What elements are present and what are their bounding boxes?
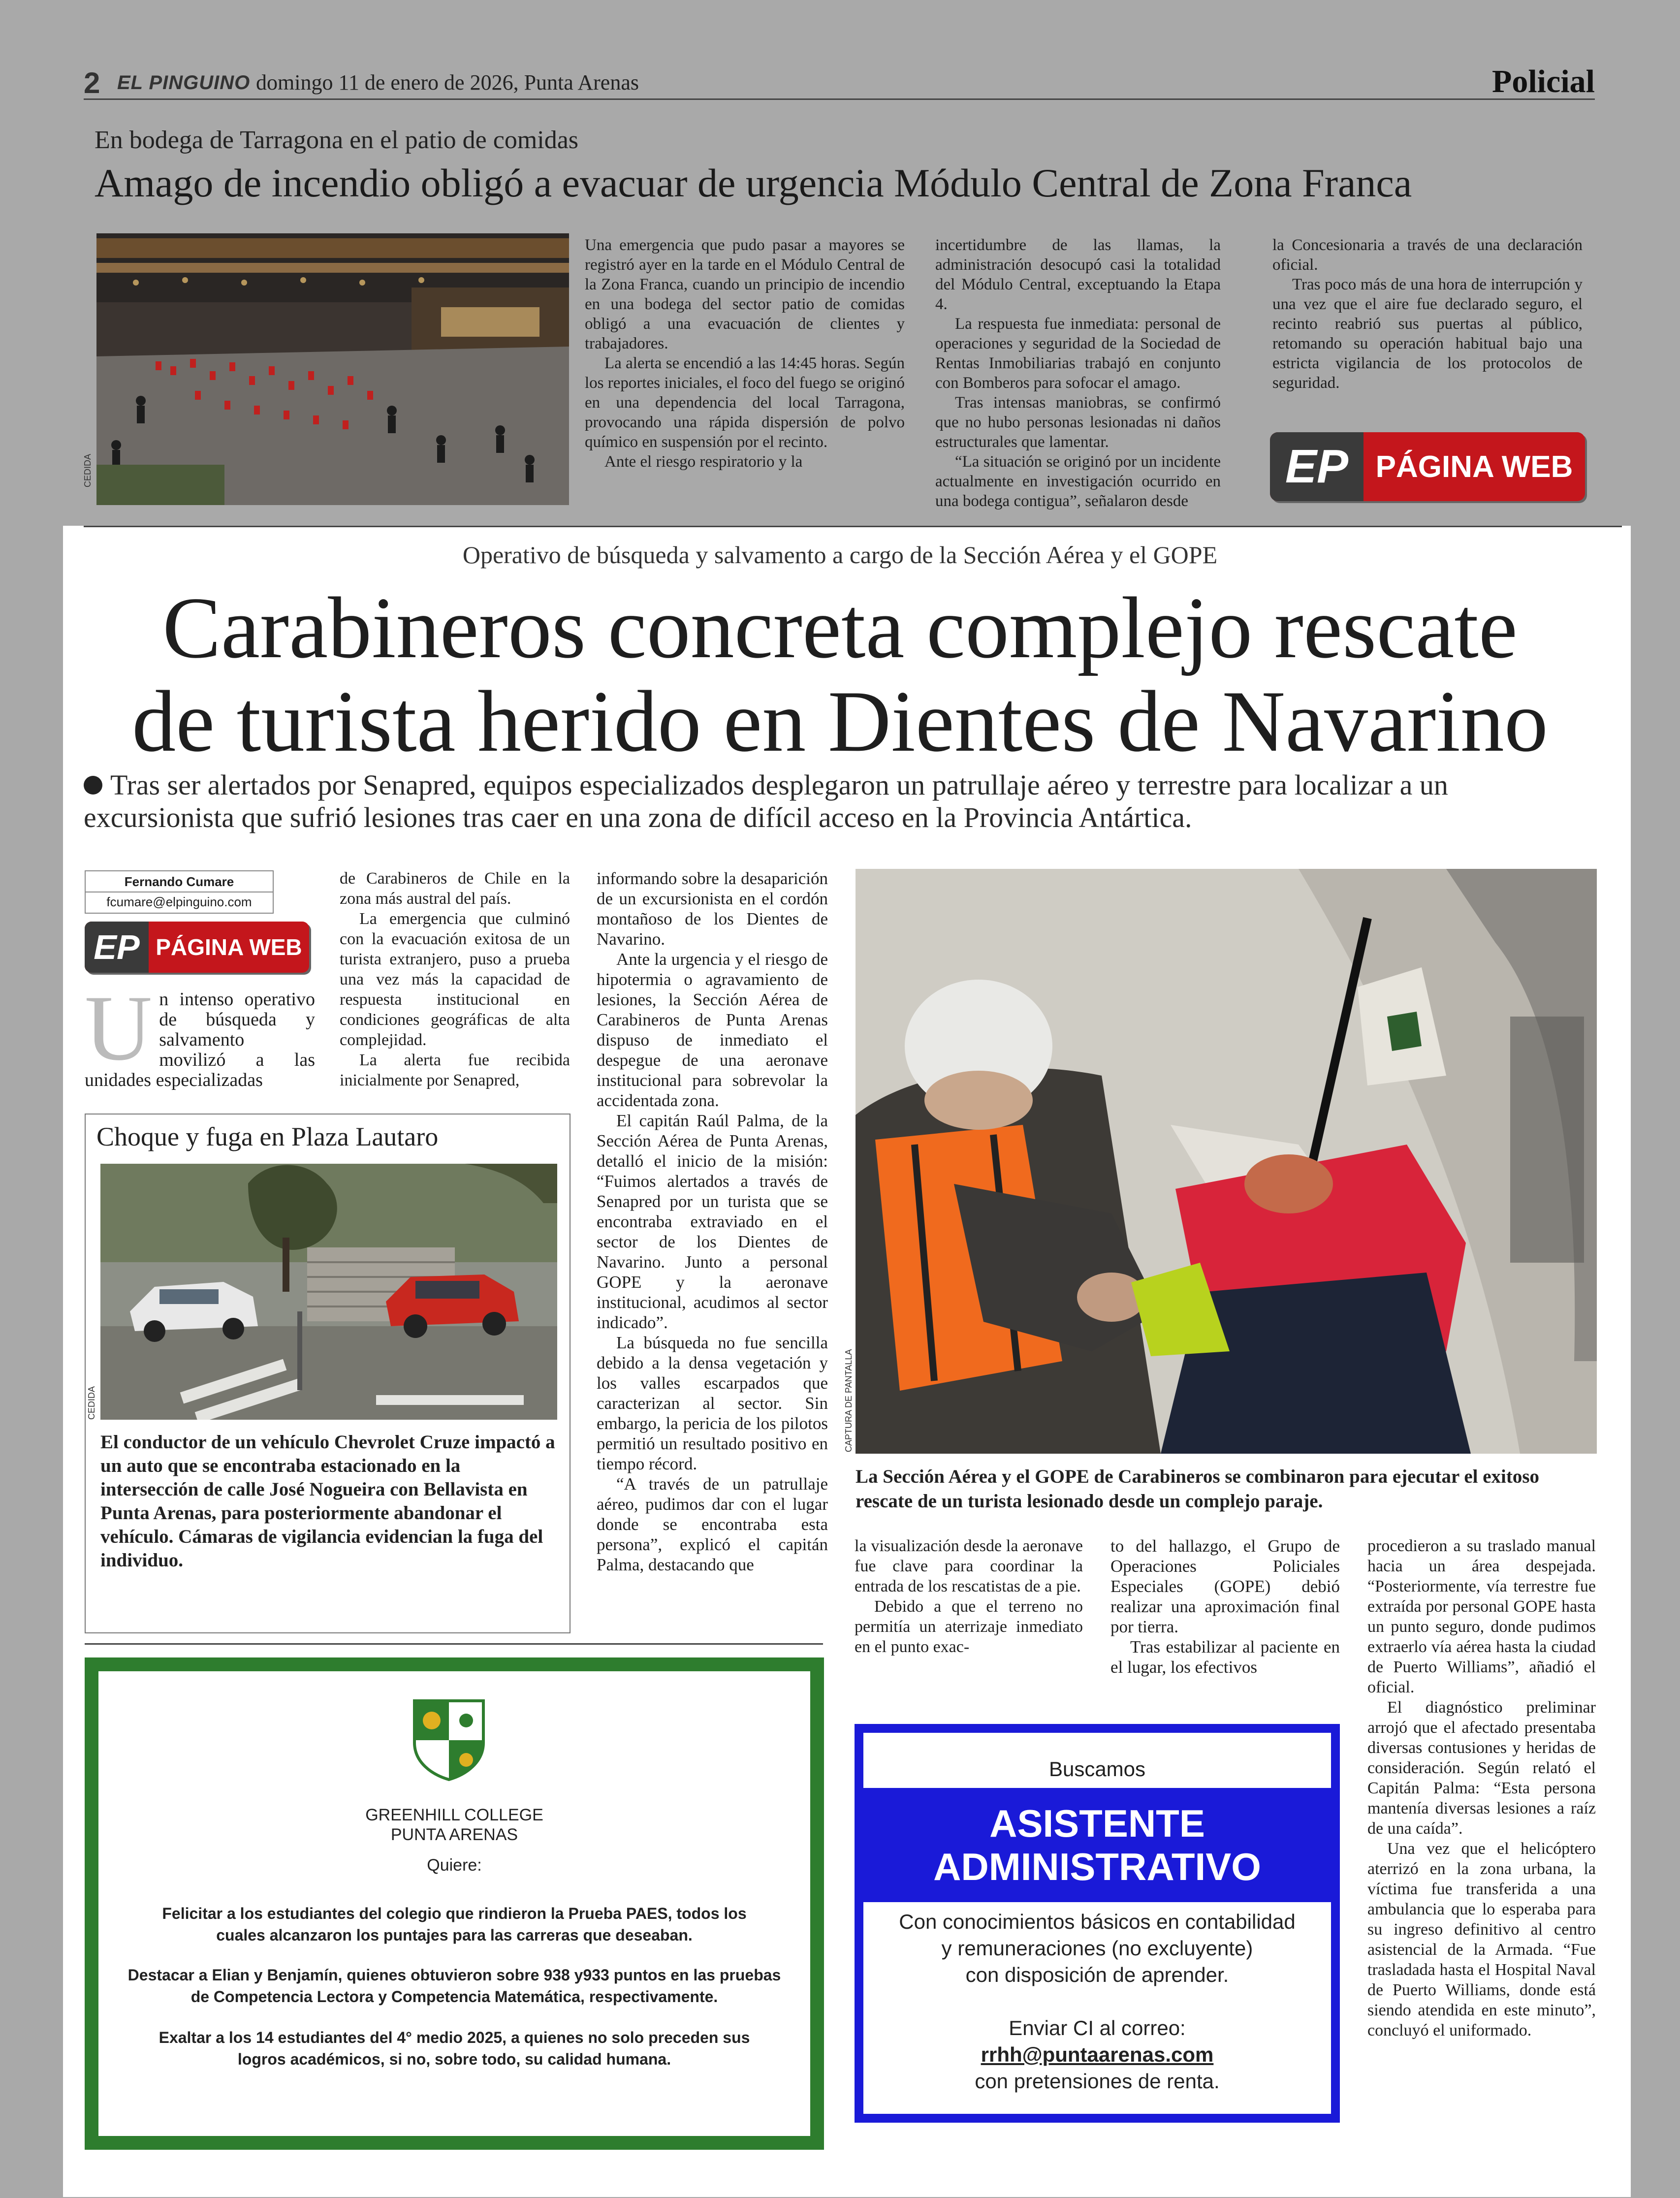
- school-name-block: [98, 1805, 810, 1845]
- greenhill-ad: [85, 1657, 824, 2150]
- bullet-icon: [84, 776, 102, 795]
- paragraph: n intenso operativo de búsqueda y salvamento movilizó a las unidades especializadas: [85, 989, 315, 1090]
- paragraph: La búsqueda no fue sencilla debido a la densa vegetación y los valles escarpados que caracterizan al sector. Sin embargo, la pericia de los pilotos permitió un resultado positivo en tiempo récord.: [597, 1333, 828, 1473]
- paragraph: Una emergencia que pudo pasar a mayores se registró ayer en la tarde en el Módulo Central de la Zona Franca, cuando un principio de incendio en una bodega del sector patio de comidas obligó a una evacuación de clientes y trabajadores.: [585, 236, 905, 352]
- article1-kicker: En bodega de Tarragona en el patio de comidas: [95, 126, 579, 154]
- article1-col3: [1272, 235, 1583, 393]
- author-email[interactable]: fcumare@elpinguino.com: [106, 894, 252, 909]
- paragraph: La respuesta fue inmediata: personal de operaciones y seguridad de la Sociedad de Rentas Inmobiliarias trabajó en conjunto con Bomberos para sofocar el amago.: [935, 315, 1221, 392]
- brief-photo-credit: CEDIDA: [87, 1386, 96, 1420]
- ad-paragraph-1: Felicitar a los estudiantes del colegio que rindieron la Prueba PAES, todos los cuales alcanzaron los puntajes para las carreras que deseaban.: [162, 1905, 747, 1944]
- job-ad-line: Enviar CI al correo:: [1009, 2016, 1186, 2039]
- paragraph: “A través de un patrullaje aéreo, pudimos dar con el lugar donde se encontraba esta persona”, explicó el capitán Palma, destacando que: [597, 1474, 828, 1574]
- drop-cap: U: [85, 977, 153, 1080]
- job-ad-line: Con conocimientos básicos en contabilidad: [899, 1910, 1296, 1933]
- article1-web-button[interactable]: [1270, 432, 1585, 501]
- article2-col3: [597, 868, 828, 1575]
- school-name: GREENHILL COLLEGE: [365, 1806, 543, 1824]
- helicopter-cabin-photo: [856, 869, 1597, 1454]
- article2-col5: [1110, 1536, 1340, 1677]
- paragraph: La alerta fue recibida inicialmente por Senapred,: [340, 1051, 570, 1089]
- article1-photo: [96, 233, 569, 505]
- paragraph: Debido a que el terreno no permitía un aterrizaje inmediato en el punto exac-: [855, 1597, 1083, 1656]
- paragraph: Tras intensas maniobras, se confirmó que no hubo personas lesionadas ni daños estructurales que lamentar.: [935, 394, 1221, 451]
- section-title: Policial: [1492, 64, 1595, 99]
- article2-col4: [855, 1536, 1083, 1657]
- paragraph: Ante la urgencia y el riesgo de hipotermia o agravamiento de lesiones, la Sección Aérea de Carabineros de Punta Arenas dispuso de inmediato el despegue de una aeronave institucional para sobrevolar la accidentada zona.: [597, 950, 828, 1110]
- paragraph: La alerta se encendió a las 14:45 horas. Según los reportes iniciales, el foco del fuego se originó en una dependencia del local Tarragona, provocando una rápida dispersión de polvo químico en suspensión por el recinto.: [585, 354, 905, 451]
- job-ad-top: Buscamos: [1048, 1757, 1146, 1781]
- brief-caption: El conductor de un vehículo Chevrolet Cruze impactó a un auto que se encontraba estacionado en la intersección de calle José Nogueira con Bellavista en Punta Arenas, para posteriormente abandonar el vehículo. Cámaras de vigilancia evidencian la fuga del individuo.: [100, 1432, 555, 1571]
- job-ad: [855, 1724, 1340, 2123]
- brief-photo: [100, 1164, 557, 1420]
- rescue-photo-caption: La Sección Aérea y el GOPE de Carabineros se combinaron para ejecutar el exitoso rescate de un turista lesionado desde un complejo paraje.: [856, 1466, 1540, 1512]
- ad-intro: Quiere:: [427, 1856, 482, 1875]
- paragraph: “La situación se originó por un incidente actualmente en investigación ocurrido en una bodega contigua”, señalaron desde: [935, 453, 1221, 510]
- page-header: [84, 63, 1595, 100]
- crash-scene-photo: [100, 1164, 557, 1420]
- dateline: domingo 11 de enero de 2026, Punta Arenas: [256, 70, 639, 95]
- paragraph: de Carabineros de Chile en la zona más austral del país.: [340, 869, 570, 908]
- ep-logo-icon: EP: [85, 922, 149, 973]
- paragraph: procedieron a su traslado manual hacia un área despejada. “Posteriormente, vía terrestre fue extraída por personal GOPE hasta un punto seguro, donde pudimos extraerlo vía aérea hasta la ciudad de Puerto Williams”, añadió el oficial.: [1367, 1537, 1596, 1696]
- ep-logo-icon: EP: [1270, 432, 1363, 501]
- paragraph: Tras estabilizar al paciente en el lugar, los efectivos: [1110, 1637, 1340, 1677]
- job-ad-email[interactable]: rrhh@puntaarenas.com: [981, 2043, 1214, 2066]
- article2-col1: [85, 977, 315, 1090]
- article2-headline: [0, 581, 1680, 768]
- author-name: Fernando Cumare: [86, 871, 273, 892]
- job-title-line-1: ASISTENTE: [989, 1802, 1205, 1845]
- rescue-photo: [856, 869, 1597, 1454]
- article1-title: Amago de incendio obligó a evacuar de urgencia Módulo Central de Zona Franca: [95, 160, 1412, 205]
- ad-paragraph-3: Exaltar a los 14 estudiantes del 4° medio 2025, a quienes no solo preceden sus logros académicos, si no, sobre todo, su calidad humana.: [158, 2029, 750, 2068]
- brief-box: [85, 1114, 571, 1633]
- byline-box: [85, 870, 274, 914]
- job-ad-line: con pretensiones de renta.: [975, 2070, 1220, 2093]
- article1-col1: [585, 235, 905, 472]
- web-button-label: PÁGINA WEB: [156, 934, 302, 960]
- school-city: PUNTA ARENAS: [390, 1825, 518, 1844]
- rescue-photo-credit: CAPTURA DE PANTALLA: [844, 1349, 854, 1452]
- article1-col2: [935, 235, 1221, 511]
- paragraph: incertidumbre de las llamas, la administración desocupó casi la totalidad del Módulo Central, exceptuando la Etapa 4.: [935, 236, 1221, 313]
- article1-photo-credit: CEDIDA: [83, 453, 93, 487]
- article2-lede: [84, 769, 1595, 834]
- paragraph: El diagnóstico preliminar arrojó que el afectado presentaba diversas contusiones y heridas de consideración. Según relató el Capitán Palma: “Esta persona mantenía diversas lesiones a raíz de una caída”.: [1367, 1698, 1596, 1838]
- paragraph: Una vez que el helicóptero aterrizó en la zona urbana, la víctima fue transferida a una ambulancia que lo esperaba para su ingreso definitivo al centro asistencial de la Armada. “Fue trasladada hasta el Hospital Naval de Puerto Williams, donde está siendo atendida en este minuto”, concluyó el uniformado.: [1367, 1840, 1596, 2039]
- food-court-photo: [96, 233, 569, 505]
- ad-paragraph-2: Destacar a Elian y Benjamín, quienes obtuvieron sobre 938 y933 puntos en las pruebas de Competencia Lectora y Competencia Matemática, respectivamente.: [127, 1966, 781, 2006]
- job-ad-body: [855, 1909, 1340, 2095]
- job-ad-title: [863, 1788, 1331, 1902]
- divider: [85, 1643, 823, 1645]
- paragraph: informando sobre la desaparición de un excursionista en el cordón montañoso de los Dientes de Navarino.: [597, 869, 828, 949]
- paragraph: La emergencia que culminó con la evacuación exitosa de un turista extranjero, puso a prueba una vez más la capacidad de respuesta institucional en condiciones geográficas de alta complejidad.: [340, 910, 570, 1049]
- greenhill-ad-inner: [98, 1671, 810, 2136]
- paragraph: la visualización desde la aeronave fue clave para coordinar la entrada de los rescatistas de a pie.: [855, 1537, 1083, 1595]
- paragraph: Tras poco más de una hora de interrupción y una vez que el aire fue declarado seguro, el recinto reabrió sus puertas al público, retomando su operación habitual bajo una estricta vigilancia de los protocolos de seguridad.: [1272, 276, 1583, 392]
- article2-col2: [340, 868, 570, 1090]
- school-crest-icon: [412, 1698, 486, 1782]
- headline-line-2: de turista herido en Dientes de Navarino: [132, 672, 1548, 770]
- paper-logo: EL PINGUINO: [117, 72, 251, 94]
- headline-line-1: Carabineros concreta complejo rescate: [162, 579, 1518, 676]
- web-button-label: PÁGINA WEB: [1375, 449, 1573, 484]
- lede-text: Tras ser alertados por Senapred, equipos especializados desplegaron un patrullaje aéreo y terrestre para localizar a un excursionista que sufrió lesiones tras caer en una zona de difícil acceso en la Provincia Antártica.: [84, 769, 1448, 833]
- job-title-line-2: ADMINISTRATIVO: [933, 1845, 1261, 1888]
- page-number: 2: [84, 66, 100, 99]
- paragraph: El capitán Raúl Palma, de la Sección Aérea de Punta Arenas, detalló el inicio de la misión: “Fuimos alertados a través de Senapred por un turista que se encontraba extraviado en el sector de los Dientes de Navarino. Junto a personal GOPE y la aeronave institucional, acudimos al sector indicado”.: [597, 1111, 828, 1332]
- paragraph: la Concesionaria a través de una declaración oficial.: [1272, 236, 1583, 274]
- article2-web-button[interactable]: [85, 922, 309, 973]
- divider: [84, 526, 1622, 527]
- job-ad-line: con disposición de aprender.: [965, 1963, 1229, 1986]
- job-ad-line: y remuneraciones (no excluyente): [941, 1937, 1253, 1960]
- paragraph: Ante el riesgo respiratorio y la: [604, 453, 803, 471]
- article2-col6: [1367, 1536, 1596, 2040]
- article2-kicker: Operativo de búsqueda y salvamento a cargo de la Sección Aérea y el GOPE: [462, 541, 1218, 569]
- paragraph: to del hallazgo, el Grupo de Operaciones Policiales Especiales (GOPE) debió realizar una aproximación final por tierra.: [1110, 1536, 1340, 1636]
- brief-title: Choque y fuga en Plaza Lautaro: [96, 1122, 439, 1151]
